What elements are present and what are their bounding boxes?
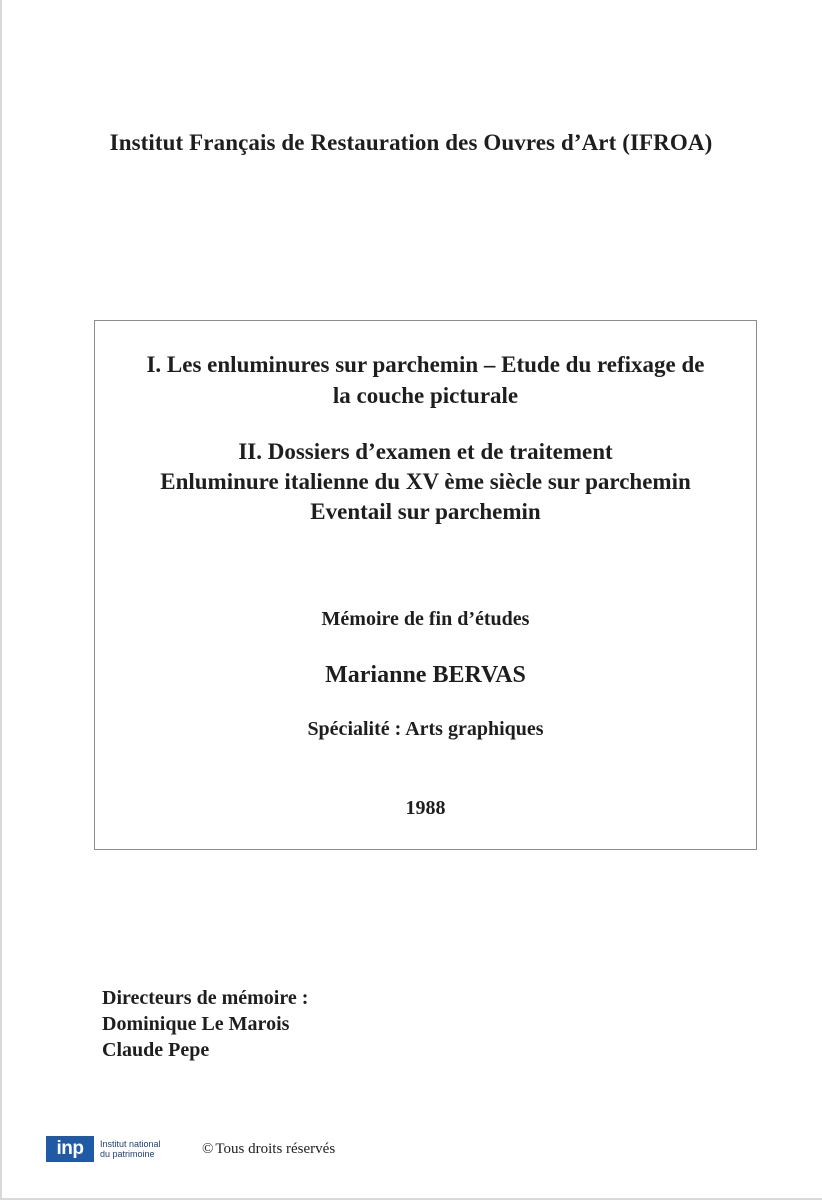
- inp-logo-name-line1: Institut national: [100, 1139, 161, 1149]
- institution-title: Institut Français de Restauration des Ouvres d’Art (IFROA): [109, 130, 713, 155]
- part1-title-line1: I. Les enluminures sur parchemin – Etude du refixage de: [146, 352, 705, 377]
- directors-block: [102, 985, 308, 1063]
- part1-title-line2: la couche picturale: [332, 383, 519, 408]
- rights-text: Tous droits réservés: [215, 1140, 336, 1157]
- directors-heading: Directeurs de mémoire :: [102, 987, 309, 1009]
- author-name: Marianne BERVAS: [325, 662, 526, 688]
- inp-logo-name-line2: du patrimoine: [100, 1149, 155, 1159]
- title-box: [94, 320, 757, 850]
- copyright-icon: ©: [202, 1140, 214, 1157]
- inp-logo: inp: [46, 1136, 94, 1162]
- part2-title-line1: II. Dossiers d’examen et de traitement: [238, 439, 613, 464]
- year: 1988: [405, 797, 446, 819]
- director-name: Claude Pepe: [102, 1039, 210, 1061]
- inp-logo-name: [100, 1139, 190, 1159]
- document-type: Mémoire de fin d’études: [321, 608, 530, 630]
- rights-notice: [202, 1141, 335, 1158]
- director-name: Dominique Le Marois: [102, 1013, 290, 1035]
- speciality: Spécialité : Arts graphiques: [307, 718, 544, 740]
- part2-title-line3: Eventail sur parchemin: [310, 499, 541, 524]
- part2-title-line2: Enluminure italienne du XV ème siècle sur parchemin: [160, 469, 691, 494]
- footer: [46, 1134, 335, 1164]
